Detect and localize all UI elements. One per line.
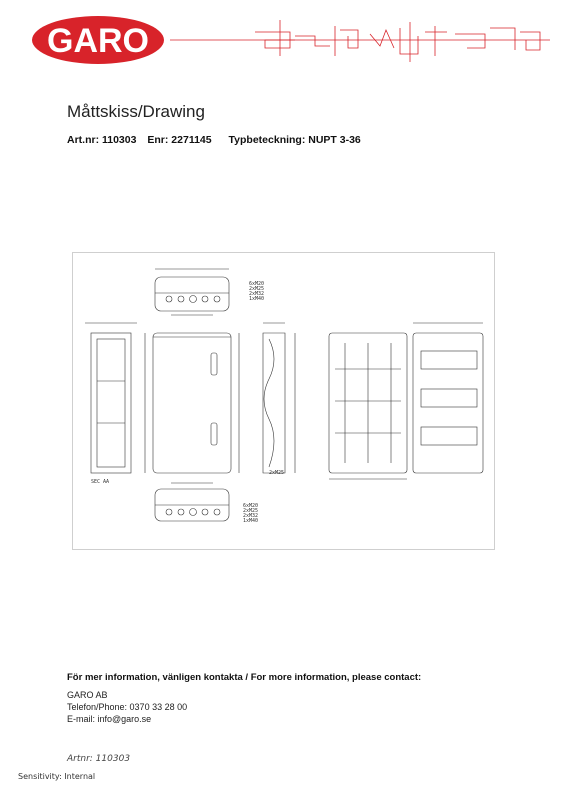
e-number: Enr: 2271145 <box>147 134 212 146</box>
drawing-label: 2xM25 <box>249 286 265 292</box>
drawing-label: 1xM40 <box>249 296 265 302</box>
garo-logo <box>30 14 170 66</box>
drawing-label: 1xM40 <box>243 518 259 524</box>
drawing-label: 6xM20 <box>249 281 265 287</box>
contact-phone: Telefon/Phone: 0370 33 28 00 <box>67 702 188 712</box>
dimension-drawing <box>72 252 495 550</box>
sensitivity-label: Sensitivity: Internal <box>18 772 96 781</box>
drawing-label: 2xM32 <box>243 513 259 519</box>
footer-artnr: Artnr: 110303 <box>67 754 131 764</box>
contact-company: GARO AB <box>67 690 108 700</box>
article-number: Art.nr: 110303 <box>67 134 137 146</box>
type-designation: Typbeteckning: NUPT 3-36 <box>228 134 361 146</box>
drawing-label: SEC AA <box>91 479 110 485</box>
contact-email[interactable]: E-mail: info@garo.se <box>67 714 152 724</box>
drawing-label: 2xM25 <box>269 470 285 476</box>
drawing-label: 6xM20 <box>243 503 259 509</box>
logo-text: GARO <box>47 22 149 60</box>
drawing-label: 2xM25 <box>243 508 259 514</box>
page-title: Måttskiss/Drawing <box>67 102 205 121</box>
contact-heading: För mer information, vänligen kontakta / For more information, please contact: <box>67 672 422 683</box>
header-line-art <box>170 12 550 72</box>
drawing-label: 2xM32 <box>249 291 265 297</box>
article-info <box>67 134 369 146</box>
